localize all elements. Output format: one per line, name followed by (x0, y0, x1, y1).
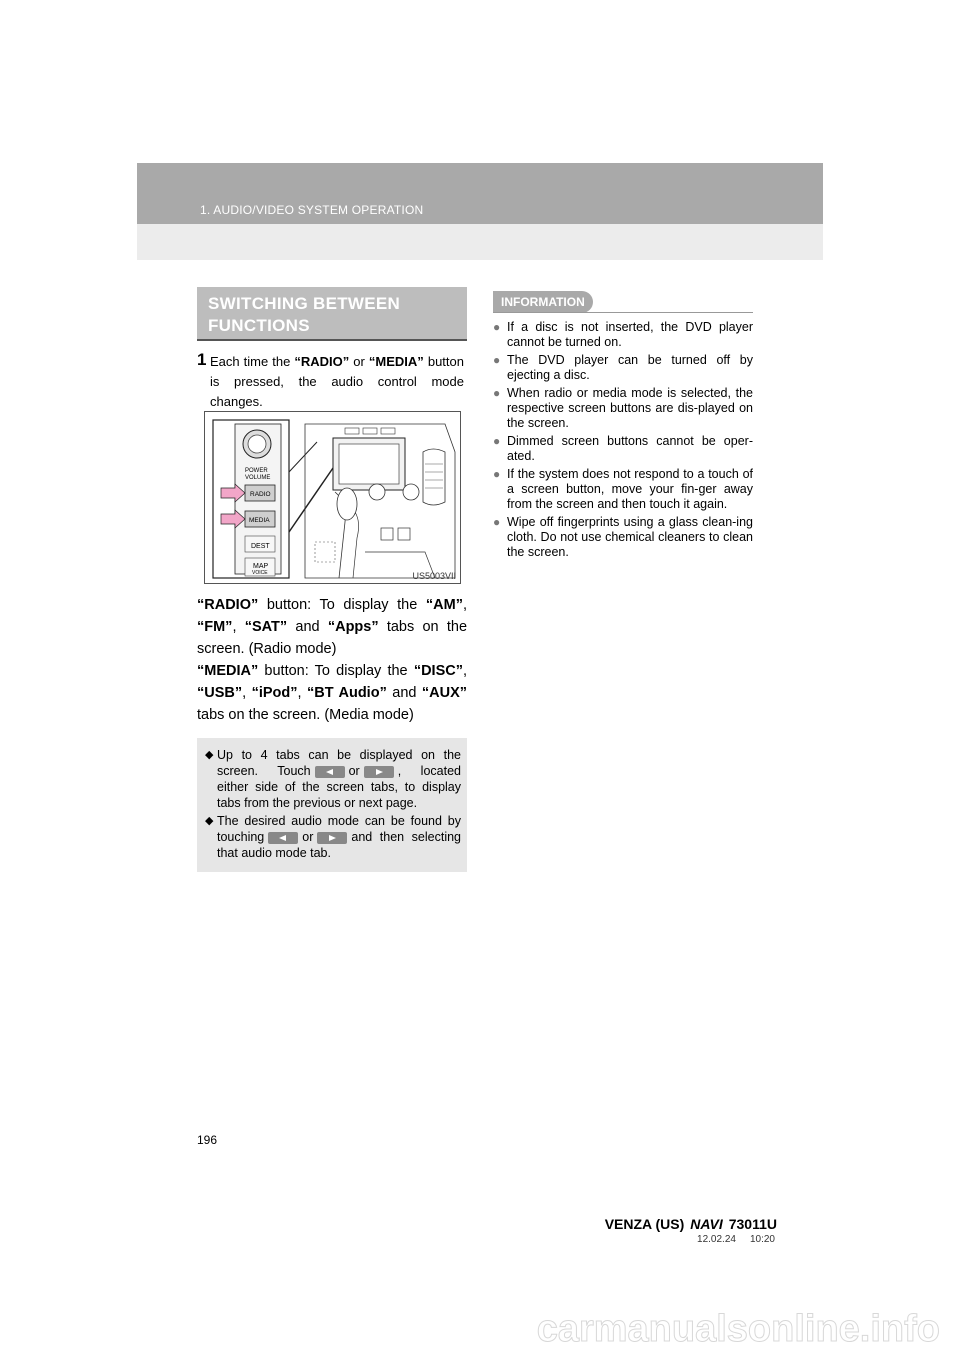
diamond-bullet-icon: ◆ (205, 815, 214, 827)
step-number: 1 (197, 350, 207, 369)
radio-description (197, 594, 467, 660)
circle-bullet-icon: ● (493, 353, 501, 367)
note-box (197, 738, 467, 872)
circle-bullet-icon: ● (493, 434, 501, 448)
page-number: 196 (197, 1133, 218, 1147)
tab-apps-label: “Apps” (327, 619, 379, 635)
tab-ipod-label: “iPod” (251, 685, 298, 701)
circle-bullet-icon: ● (493, 320, 501, 334)
fig-media: MEDIA (249, 517, 270, 524)
media-label: “MEDIA” (368, 354, 424, 369)
section-title: SWITCHING BETWEEN FUNCTIONS (208, 294, 401, 335)
watermark (0, 1296, 960, 1356)
fig-label: VOLUME (245, 475, 271, 481)
note-text-part: , located either side of the screen tabs, to display tabs from the previous or next page. (217, 764, 461, 810)
watermark-text: carmanualsonline.info (536, 1308, 940, 1350)
radio-label: “RADIO” (294, 354, 350, 369)
step-text-part: button is pressed, the audio control mode changes. (210, 354, 464, 409)
left-arrow-icon (268, 832, 298, 844)
info-item (493, 386, 753, 431)
para-text: button: To display the (258, 663, 414, 679)
para-text: , (462, 597, 467, 613)
note-text-part: Up to 4 tabs can be displayed on the screen. Touch (217, 748, 461, 778)
tab-usb-label: “USB” (197, 685, 243, 701)
info-item (493, 434, 753, 464)
page-header (137, 163, 823, 260)
dashboard-drawing (205, 412, 460, 583)
note-text (205, 813, 461, 861)
info-item-text: If the system does not respond to a touch of a screen button, move your fin-ger away from the screen and then touch it again. (507, 467, 753, 511)
footer-model (605, 1216, 777, 1232)
section-heading-box (197, 287, 467, 341)
note-text-part: or (348, 764, 360, 778)
step-text (210, 352, 464, 412)
media-label: “MEDIA” (197, 663, 259, 679)
note-text-part: The desired audio mode can be found by touching (217, 814, 461, 844)
chapter-title: 1. AUDIO/VIDEO SYSTEM OPERATION (200, 203, 424, 217)
note-text (205, 747, 461, 811)
circle-bullet-icon: ● (493, 515, 501, 529)
para-text: tabs on the screen. (Media mode) (197, 707, 414, 723)
information-divider (493, 312, 753, 313)
info-item (493, 515, 753, 560)
para-text: , (232, 619, 245, 635)
note-text-part: and then selecting that audio mode tab. (217, 830, 461, 860)
fig-radio: RADIO (250, 491, 271, 498)
info-item (493, 353, 753, 383)
para-text: tabs on the screen. (Radio mode) (197, 619, 468, 657)
tab-aux-label: “AUX” (421, 685, 468, 701)
info-item-text: Dimmed screen buttons cannot be oper-ated. (507, 434, 753, 463)
media-description (197, 660, 467, 726)
para-text: and (386, 685, 422, 701)
manual-code: 73011U (728, 1216, 777, 1232)
step-text-part: Each time the (210, 354, 295, 369)
info-item-text: When radio or media mode is selected, the respective screen buttons are dis-played on the screen. (507, 386, 753, 430)
info-item-text: The DVD player can be turned off by ejecting a disc. (507, 353, 753, 382)
print-time: 10:20 (749, 1234, 775, 1245)
diamond-bullet-icon: ◆ (205, 749, 214, 761)
radio-label: “RADIO” (197, 597, 259, 613)
note-text-part: or (302, 830, 314, 844)
figure-code: US5003VII (412, 571, 456, 581)
tab-am-label: “AM” (425, 597, 463, 613)
tab-fm-label: “FM” (197, 619, 233, 635)
info-item-text: Wipe off fingerprints using a glass clean-ing cloth. Do not use chemical cleaners to clean the screen. (507, 515, 753, 559)
circle-bullet-icon: ● (493, 467, 501, 481)
navi-label: NAVI (690, 1216, 723, 1232)
dashboard-illustration (204, 411, 461, 584)
left-arrow-icon (315, 766, 345, 778)
para-text: button: To display the (258, 597, 426, 613)
model-name: VENZA (US) (604, 1216, 685, 1232)
para-text: and (287, 619, 328, 635)
print-date: 12.02.24 (697, 1234, 736, 1245)
footer-date (697, 1234, 775, 1245)
fig-map: MAP (253, 563, 269, 570)
info-item-text: If a disc is not inserted, the DVD player cannot be turned on. (507, 320, 753, 349)
right-arrow-icon (317, 832, 347, 844)
info-item (493, 467, 753, 512)
fig-dest: DEST (251, 543, 270, 550)
fig-label: POWER (245, 468, 268, 474)
header-top-band (137, 163, 823, 224)
fig-voice: VOICE (252, 570, 268, 576)
information-list (493, 320, 753, 563)
tab-disc-label: “DISC” (413, 663, 463, 679)
para-text: , (242, 685, 252, 701)
circle-bullet-icon: ● (493, 386, 501, 400)
tab-sat-label: “SAT” (244, 619, 288, 635)
information-label: INFORMATION (493, 291, 593, 313)
step-text-part: or (349, 354, 369, 369)
para-text: , (462, 663, 467, 679)
tab-bt-audio-label: “BT Audio” (307, 685, 387, 701)
note-item (205, 813, 461, 861)
right-arrow-icon (364, 766, 394, 778)
note-item (205, 747, 461, 811)
para-text: , (297, 685, 308, 701)
info-item (493, 320, 753, 350)
